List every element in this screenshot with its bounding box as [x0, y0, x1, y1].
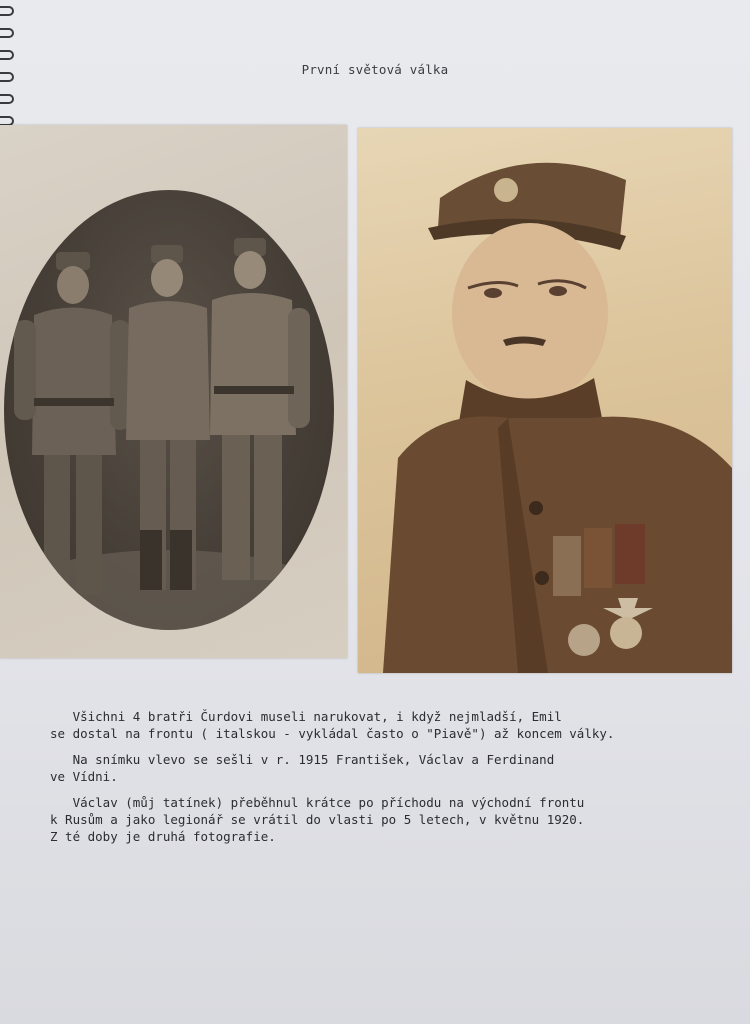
caption-text	[50, 708, 710, 854]
photo-three-soldiers	[0, 125, 347, 658]
caption-paragraph-3: Václav (můj tatínek) přeběhnul krátce po příchodu na východní frontu k Rusům a jako legionář se vrátil do vlasti po 5 letech, v květnu 1920. Z té doby je druhá fotografie.	[50, 795, 585, 844]
oval-vignette	[4, 190, 334, 630]
caption-paragraph-2: Na snímku vlevo se sešli v r. 1915 František, Václav a Ferdinand ve Vídni.	[50, 752, 555, 784]
caption-paragraph-1: Všichni 4 bratři Čurdovi museli narukovat, i když nejmladší, Emil se dostal na frontu ( italskou - vykládal často o "Piavě") až koncem války.	[50, 709, 615, 741]
photo-legionnaire-portrait	[358, 128, 732, 673]
page-title: První světová válka	[301, 62, 449, 77]
portrait-illustration	[358, 128, 732, 673]
soldiers-illustration	[4, 190, 334, 630]
